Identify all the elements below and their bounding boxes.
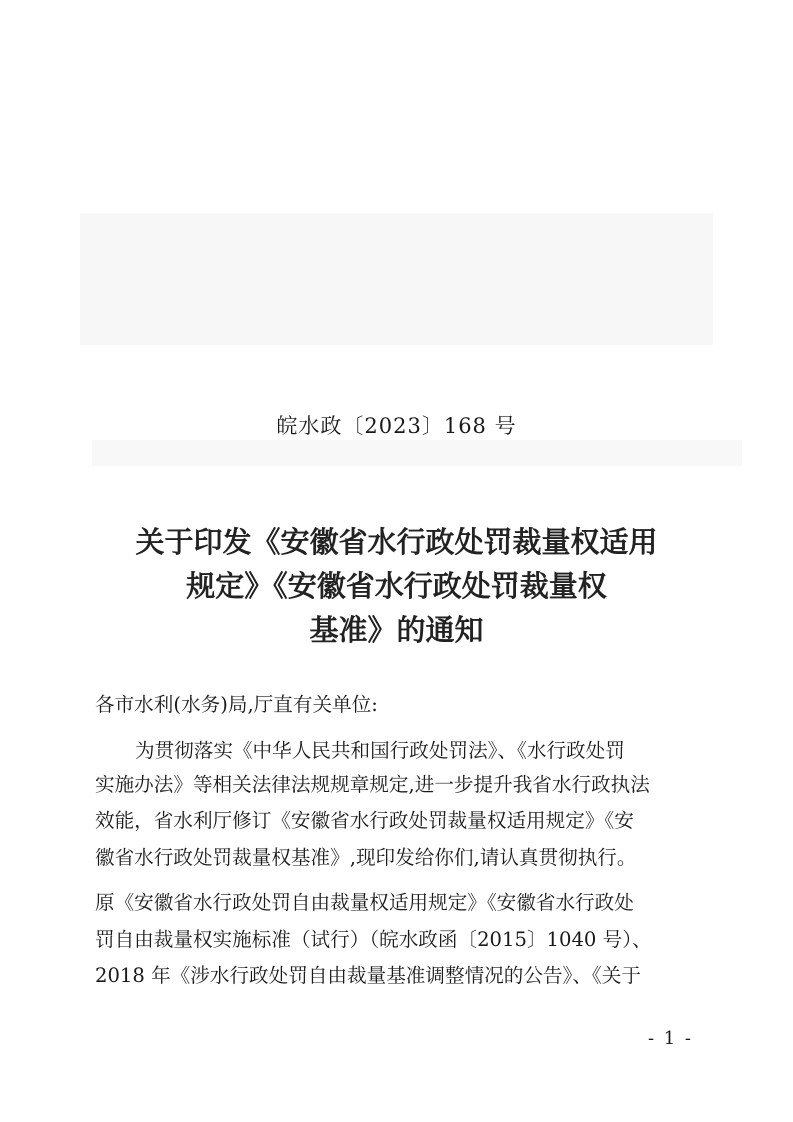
body-line-7: 2018 年《涉水行政处罚自由裁量基准调整情况的公告》、《关于 [95, 964, 641, 987]
salutation: 各市水利(水务)局,厅直有关单位: [95, 693, 378, 716]
body-line-6: 罚自由裁量权实施标准（试行）（皖水政函〔2015〕1040 号）、 [95, 928, 652, 951]
document-number: 皖水政〔2023〕168 号 [276, 414, 517, 438]
redacted-divider-area [92, 440, 742, 466]
body-line-4: 徽省水行政处罚裁量权基准》,现印发给你们,请认真贯彻执行。 [95, 846, 637, 869]
title-line-2: 规定》《安徽省水行政处罚裁量权 [186, 569, 607, 603]
title-line-1: 关于印发《安徽省水行政处罚裁量权适用 [135, 525, 658, 559]
redacted-header-area [80, 213, 713, 345]
title-line-3: 基准》的通知 [309, 613, 484, 647]
body-line-5: 原《安徽省水行政处罚自由裁量权适用规定》《安徽省水行政处 [95, 891, 634, 914]
body-line-3: 效能，省水利厅修订《安徽省水行政处罚裁量权适用规定》《安 [95, 809, 634, 832]
body-line-1: 为贯彻落实《中华人民共和国行政处罚法》、《水行政处罚 [135, 739, 625, 762]
page-number: - 1 - [647, 1028, 693, 1049]
document-title [0, 520, 793, 652]
body-line-2: 实施办法》等相关法律法规规章规定,进一步提升我省水行政执法 [95, 773, 650, 796]
